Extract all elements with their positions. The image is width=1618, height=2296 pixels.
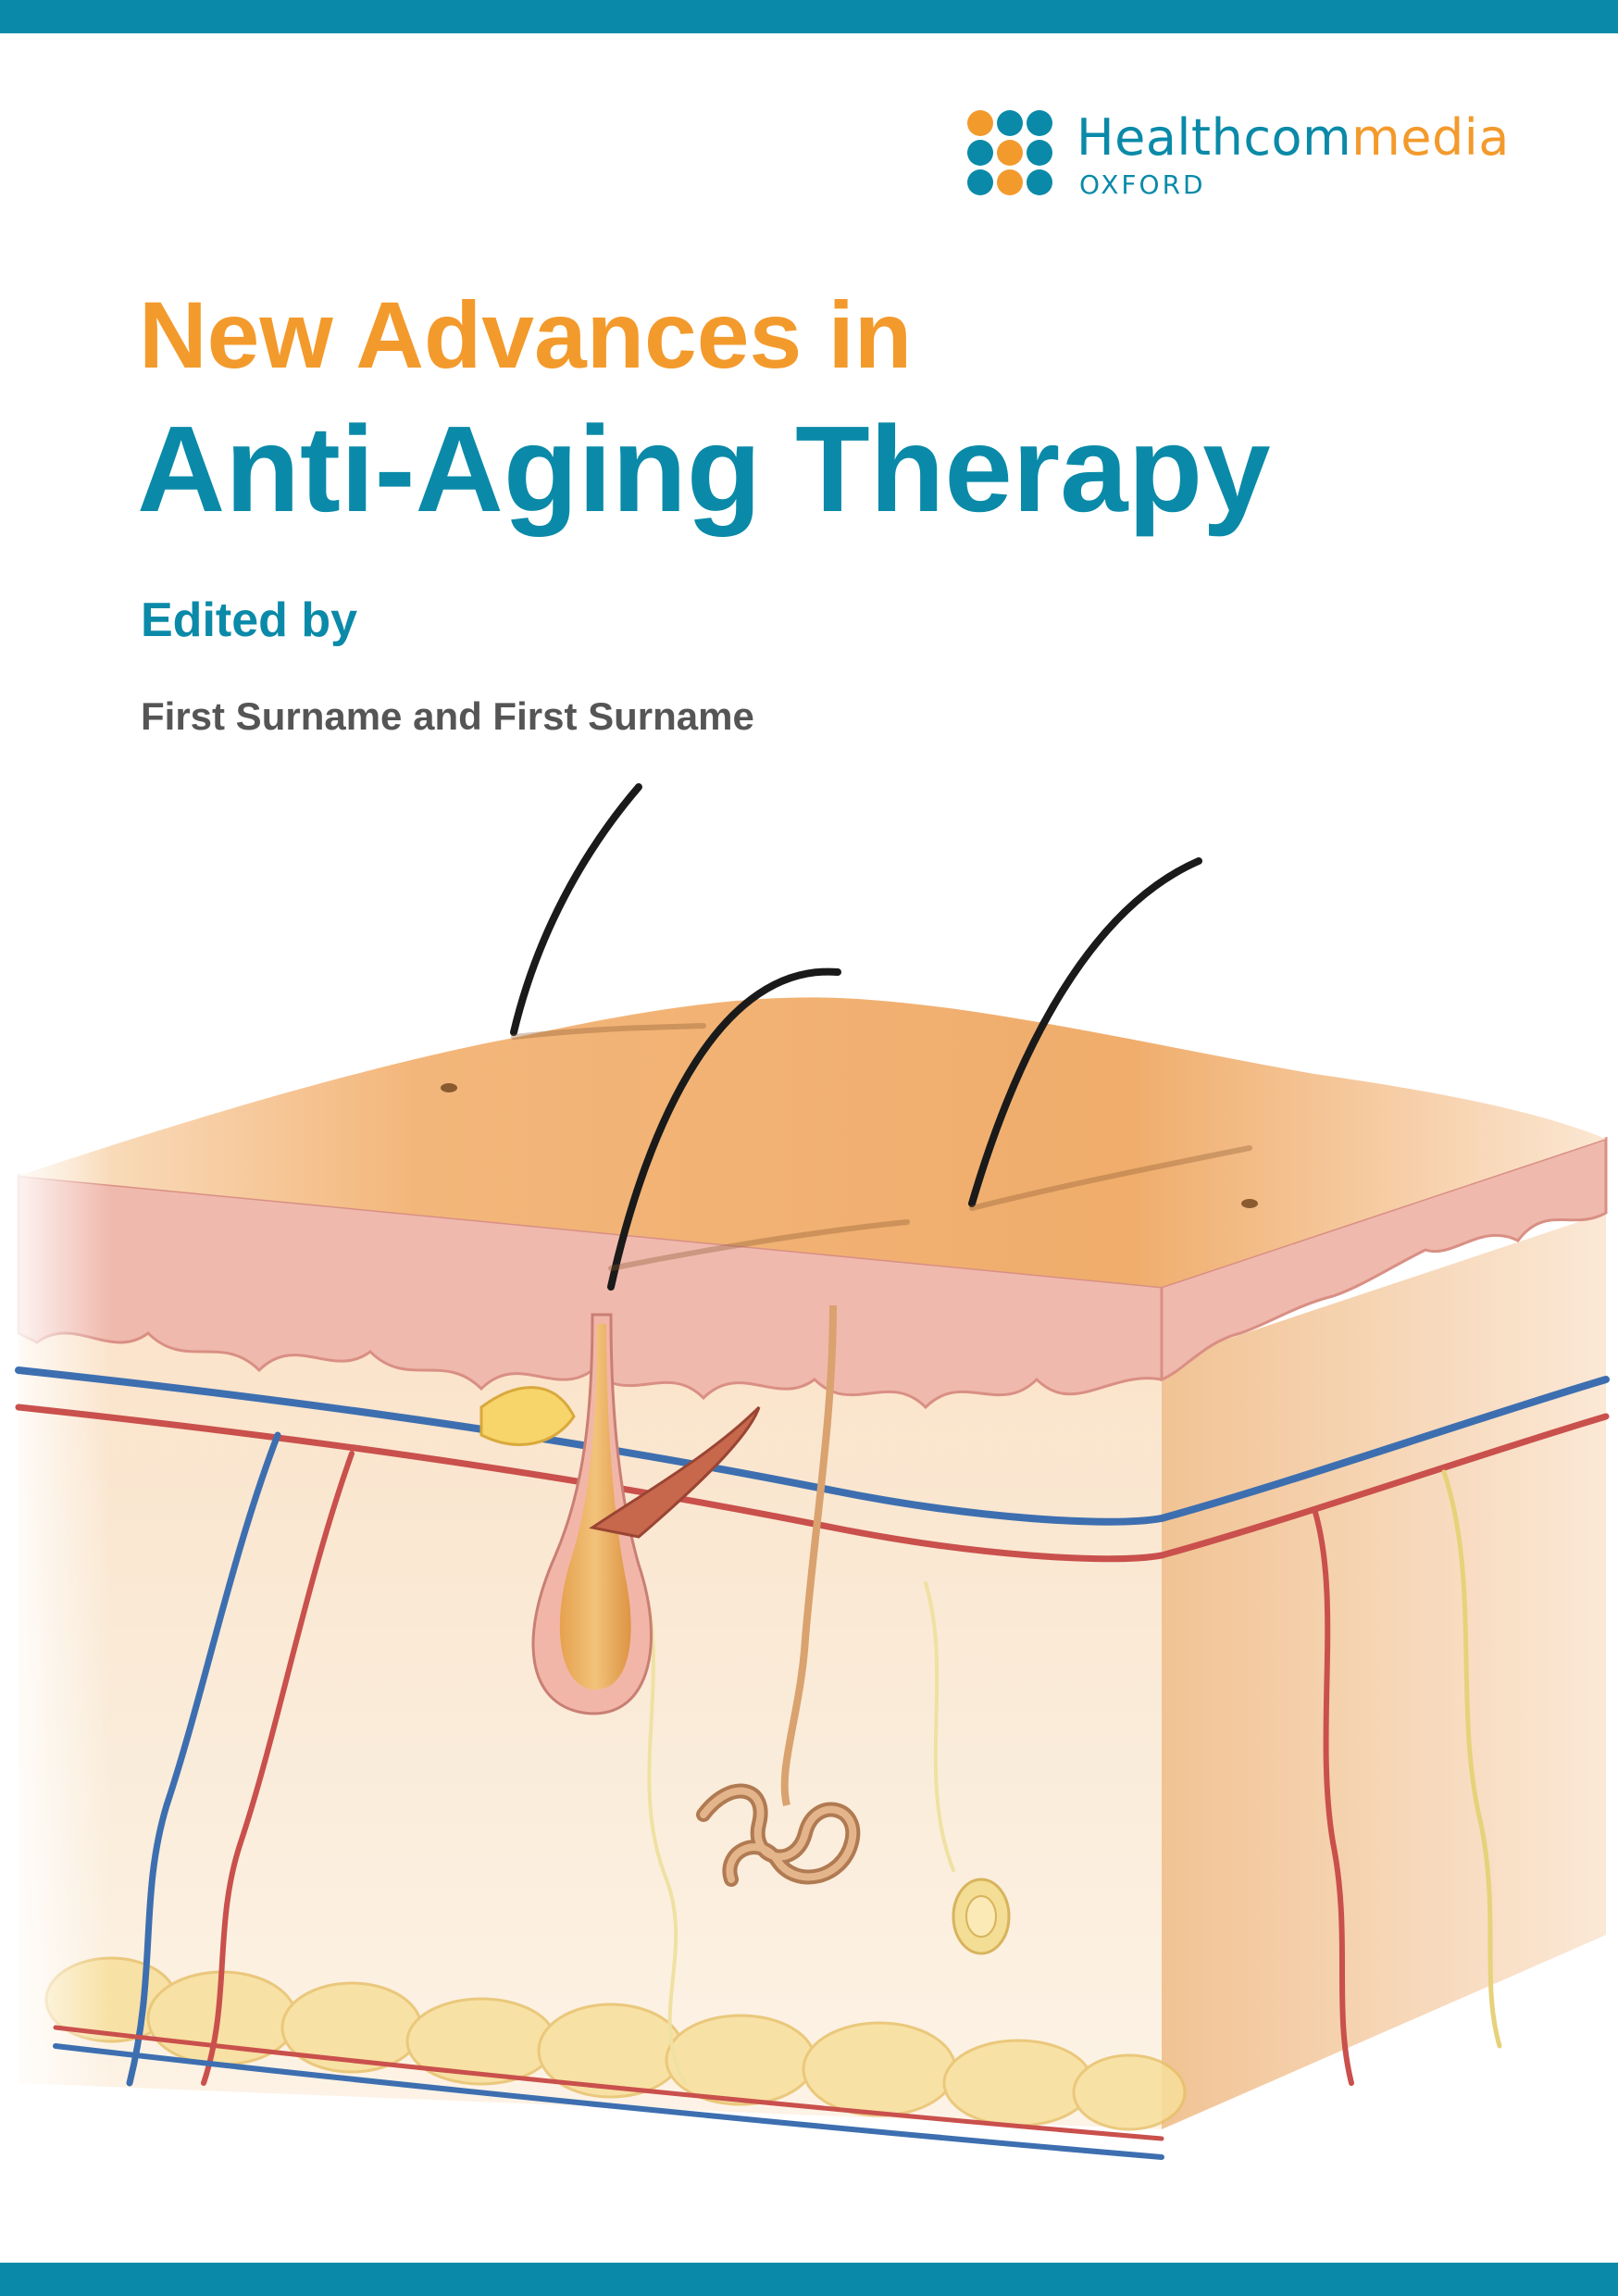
- logo-dot: [967, 169, 993, 195]
- title-line-2: Anti-Aging Therapy: [137, 401, 1271, 537]
- logo-dot: [1027, 169, 1052, 195]
- authors: First Surname and First Surname: [141, 694, 754, 738]
- logo-dot: [967, 140, 993, 166]
- logo-dot: [1027, 140, 1052, 166]
- bottom-color-bar: [0, 2263, 1618, 2296]
- logo-dot: [997, 169, 1023, 195]
- publisher-name: [1077, 110, 1510, 166]
- publisher-name-part1: Healthcom: [1077, 108, 1352, 167]
- dot-grid-icon: [965, 108, 1054, 197]
- publisher-name-part2: media: [1351, 108, 1510, 167]
- skin-cross-section-icon: [0, 768, 1618, 2250]
- logo-dot: [997, 110, 1023, 136]
- top-color-bar: [0, 0, 1618, 33]
- publisher-location: OXFORD: [1079, 169, 1206, 200]
- logo-dot: [967, 110, 993, 136]
- title-line-1: New Advances in: [139, 282, 913, 388]
- logo-dot: [1027, 110, 1052, 136]
- logo-dot: [997, 140, 1023, 166]
- edited-by-label: Edited by: [141, 593, 358, 647]
- publisher-logo: [965, 108, 1510, 201]
